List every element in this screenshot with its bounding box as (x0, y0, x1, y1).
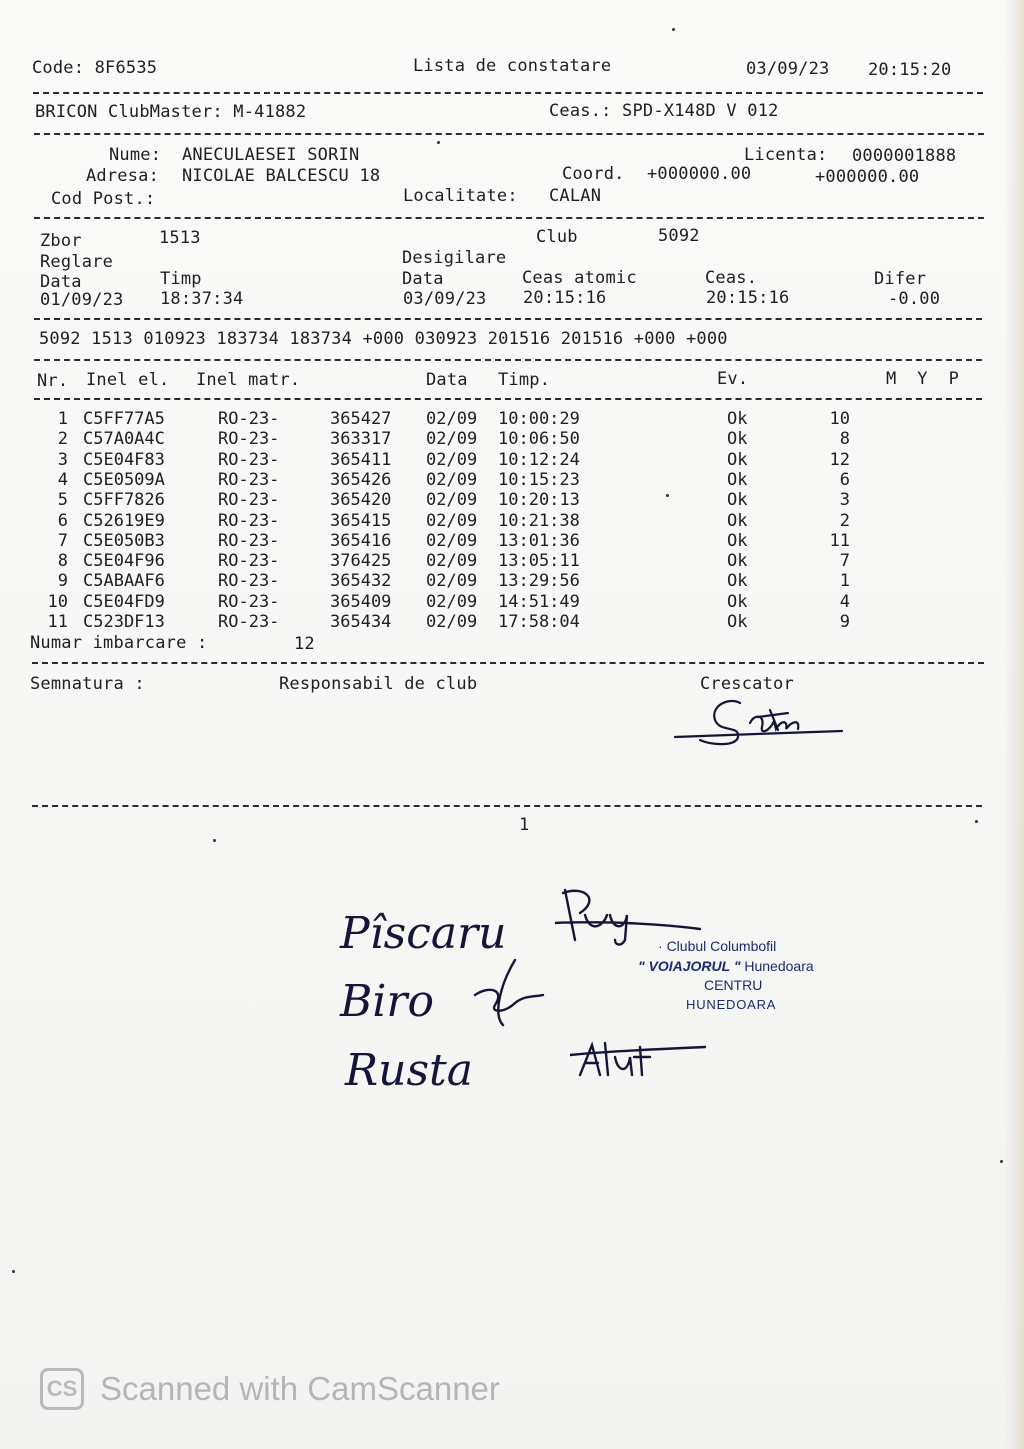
row-time: 10:12:24 (498, 449, 580, 470)
col-ring-electronic: Inel el. (86, 370, 170, 390)
name-label: Nume: (109, 145, 162, 165)
club-number: 5092 (658, 226, 700, 246)
row-position: 7 (839, 551, 850, 572)
license-number: 0000001888 (852, 146, 957, 166)
table-row (0, 470, 1024, 490)
divider (33, 92, 983, 94)
breeder-signature (670, 695, 850, 750)
stamp-city: Hunedoara (740, 958, 814, 974)
divider (34, 133, 984, 135)
col-event: Ev. (717, 369, 749, 389)
row-time: 10:21:38 (498, 510, 580, 531)
row-event: Ok (727, 449, 748, 470)
row-ring-number: 365434 (330, 612, 392, 632)
row-ring-prefix: RO-23- (218, 490, 280, 511)
row-ring-prefix: RO-23- (218, 469, 280, 490)
row-ring-electronic: C5ABAAF6 (83, 571, 165, 592)
col-myp: M Y P (886, 369, 960, 389)
breeder-label: Crescator (700, 674, 794, 694)
handwritten-name-1: Pîscaru (340, 908, 507, 959)
paper-speck (975, 820, 978, 823)
paper-speck (12, 1270, 15, 1273)
flight-code-line: 5092 1513 010923 183734 183734 +000 030923 201516 201516 +000 +000 (39, 329, 728, 349)
row-ring-number: 376425 (330, 551, 392, 572)
difference-label: Difer (874, 269, 927, 289)
coord-long: +000000.00 (815, 167, 920, 187)
paper-speck (213, 839, 216, 842)
row-ring-electronic: C523DF13 (83, 612, 165, 632)
report-time: 20:15:20 (868, 60, 952, 80)
row-ring-prefix: RO-23- (218, 530, 280, 551)
row-ring-prefix: RO-23- (218, 409, 280, 429)
divider (32, 662, 984, 664)
col-date: Data (426, 370, 468, 390)
stamp-line-4: HUNEDOARA (686, 997, 777, 1012)
row-time: 13:01:36 (498, 530, 580, 551)
page-number: 1 (519, 815, 530, 835)
row-event: Ok (727, 551, 748, 572)
divider (34, 359, 982, 361)
row-ring-electronic: C5E04F83 (83, 449, 165, 470)
row-event: Ok (727, 510, 748, 531)
row-nr: 10 (47, 591, 68, 612)
regulation-label: Reglare (40, 252, 114, 272)
page-edge-shadow (1004, 0, 1024, 1449)
row-event: Ok (727, 490, 748, 511)
row-position: 6 (839, 469, 850, 490)
reg-date: 01/09/23 (40, 290, 124, 310)
table-row (0, 490, 1024, 510)
col-nr: Nr. (37, 371, 69, 391)
camscanner-logo-icon: CS (40, 1368, 84, 1410)
row-date: 02/09 (426, 612, 478, 632)
table-row (0, 450, 1024, 470)
row-position: 4 (839, 591, 850, 612)
atomic-clock-label: Ceas atomic (522, 268, 637, 288)
row-ring-prefix: RO-23- (218, 449, 280, 470)
table-row (0, 531, 1024, 551)
license-label: Licenta: (744, 145, 828, 165)
row-event: Ok (727, 469, 748, 490)
row-ring-number: 363317 (330, 429, 392, 450)
postal-code-label: Cod Post.: (51, 189, 156, 209)
coord-lat: +000000.00 (647, 164, 752, 184)
table-row (0, 511, 1024, 531)
row-nr: 1 (57, 409, 68, 429)
row-nr: 3 (57, 449, 68, 470)
row-position: 9 (839, 612, 850, 632)
code-label: Code: 8F6535 (32, 58, 158, 78)
row-nr: 9 (57, 571, 68, 592)
row-time: 10:00:29 (498, 409, 580, 429)
row-date: 02/09 (426, 510, 478, 531)
paper-speck (666, 494, 669, 497)
row-event: Ok (727, 409, 748, 429)
unseal-date: 03/09/23 (403, 289, 487, 309)
row-position: 3 (839, 490, 850, 511)
row-ring-electronic: C5E0509A (83, 469, 165, 490)
row-date: 02/09 (426, 551, 478, 572)
row-time: 10:06:50 (498, 429, 580, 450)
flight-number: 1513 (159, 228, 201, 248)
row-time: 13:29:56 (498, 571, 580, 592)
signature-label: Semnatura : (30, 674, 145, 694)
unsealing-label: Desigilare (402, 248, 507, 268)
row-date: 02/09 (426, 530, 478, 551)
table-row (0, 571, 1024, 591)
row-ring-number: 365420 (330, 490, 392, 511)
row-date: 02/09 (426, 490, 478, 511)
club-responsible-label: Responsabil de club (279, 674, 478, 694)
divider (34, 318, 982, 320)
clock-time: 20:15:16 (706, 288, 790, 308)
row-time: 17:58:04 (498, 612, 580, 632)
unseal-date-label: Data (402, 269, 444, 289)
paper-speck (437, 141, 440, 144)
row-ring-electronic: C5E050B3 (83, 530, 165, 551)
row-ring-number: 365409 (330, 591, 392, 612)
row-ring-number: 365411 (330, 449, 392, 470)
row-nr: 2 (57, 429, 68, 450)
row-date: 02/09 (426, 571, 478, 592)
table-row (0, 551, 1024, 571)
clock-model: Ceas.: SPD-X148D V 012 (549, 101, 779, 121)
reg-time-label: Timp (160, 269, 202, 289)
handwritten-signature-3 (570, 1035, 710, 1085)
row-position: 12 (829, 449, 850, 470)
row-event: Ok (727, 530, 748, 551)
row-ring-number: 365416 (330, 530, 392, 551)
row-event: Ok (727, 571, 748, 592)
handwritten-signature-2 (465, 955, 555, 1035)
bricon-clubmaster: BRICON ClubMaster: M-41882 (35, 102, 307, 122)
basket-count-label: Numar imbarcare : (30, 633, 208, 653)
row-ring-electronic: C5E04FD9 (83, 591, 165, 612)
stamp-line-3: CENTRU (704, 977, 763, 993)
locality: CALAN (549, 186, 602, 206)
row-ring-electronic: C57A0A4C (83, 429, 165, 450)
reg-date-label: Data (40, 272, 82, 292)
row-time: 13:05:11 (498, 551, 580, 572)
row-ring-prefix: RO-23- (218, 429, 280, 450)
col-ring-number: Inel matr. (196, 370, 301, 390)
row-ring-electronic: C5E04F96 (83, 551, 165, 572)
stamp-club-title: " VOIAJORUL " (638, 958, 741, 974)
row-ring-electronic: C52619E9 (83, 510, 165, 531)
row-date: 02/09 (426, 469, 478, 490)
divider (34, 398, 982, 400)
row-nr: 8 (57, 551, 68, 572)
row-ring-prefix: RO-23- (218, 571, 280, 592)
row-date: 02/09 (426, 429, 478, 450)
address-label: Adresa: (86, 166, 160, 186)
row-ring-electronic: C5FF7826 (83, 490, 165, 511)
row-time: 10:15:23 (498, 469, 580, 490)
table-row (0, 409, 1024, 429)
row-ring-prefix: RO-23- (218, 510, 280, 531)
row-nr: 11 (47, 612, 68, 632)
report-date: 03/09/23 (746, 59, 830, 79)
camscanner-watermark: Scanned with CamScanner (100, 1370, 500, 1407)
stamp-line-1: · Clubul Columbofil (658, 938, 777, 954)
col-time: Timp. (498, 370, 551, 390)
row-position: 2 (839, 510, 850, 531)
divider (32, 805, 982, 807)
row-position: 10 (829, 409, 850, 429)
row-ring-prefix: RO-23- (218, 591, 280, 612)
row-ring-electronic: C5FF77A5 (83, 409, 165, 429)
row-nr: 7 (57, 530, 68, 551)
row-ring-number: 365427 (330, 409, 392, 429)
reg-time: 18:37:34 (160, 289, 244, 309)
row-ring-number: 365415 (330, 510, 392, 531)
row-event: Ok (727, 612, 748, 632)
table-row (0, 612, 1024, 632)
paper-speck (672, 28, 675, 31)
clock-label: Ceas. (705, 268, 758, 288)
handwritten-name-3: Rusta (345, 1045, 473, 1096)
flight-label: Zbor (40, 231, 82, 251)
basket-count: 12 (294, 634, 315, 654)
row-ring-prefix: RO-23- (218, 612, 280, 632)
row-date: 02/09 (426, 409, 478, 429)
stamp-line-2 (638, 958, 814, 974)
handwritten-name-2: Biro (340, 976, 434, 1027)
coord-label: Coord. (562, 164, 625, 184)
club-label: Club (536, 227, 578, 247)
atomic-time: 20:15:16 (523, 288, 607, 308)
row-nr: 5 (57, 490, 68, 511)
divider (34, 217, 984, 219)
row-date: 02/09 (426, 591, 478, 612)
row-position: 11 (829, 530, 850, 551)
row-position: 8 (839, 429, 850, 450)
row-event: Ok (727, 429, 748, 450)
owner-address: NICOLAE BALCESCU 18 (182, 166, 381, 186)
document-title: Lista de constatare (413, 56, 612, 76)
row-date: 02/09 (426, 449, 478, 470)
row-nr: 4 (57, 469, 68, 490)
row-nr: 6 (57, 510, 68, 531)
difference-value: -0.00 (888, 289, 941, 309)
paper-speck (1000, 1160, 1003, 1163)
owner-name: ANECULAESEI SORIN (182, 145, 360, 165)
table-row (0, 429, 1024, 449)
locality-label: Localitate: (403, 186, 518, 206)
table-row (0, 592, 1024, 612)
row-ring-number: 365426 (330, 469, 392, 490)
stamp-club-name: Clubul Columbofil (666, 938, 777, 954)
row-ring-number: 365432 (330, 571, 392, 592)
row-ring-prefix: RO-23- (218, 551, 280, 572)
row-event: Ok (727, 591, 748, 612)
row-position: 1 (839, 571, 850, 592)
row-time: 14:51:49 (498, 591, 580, 612)
row-time: 10:20:13 (498, 490, 580, 511)
